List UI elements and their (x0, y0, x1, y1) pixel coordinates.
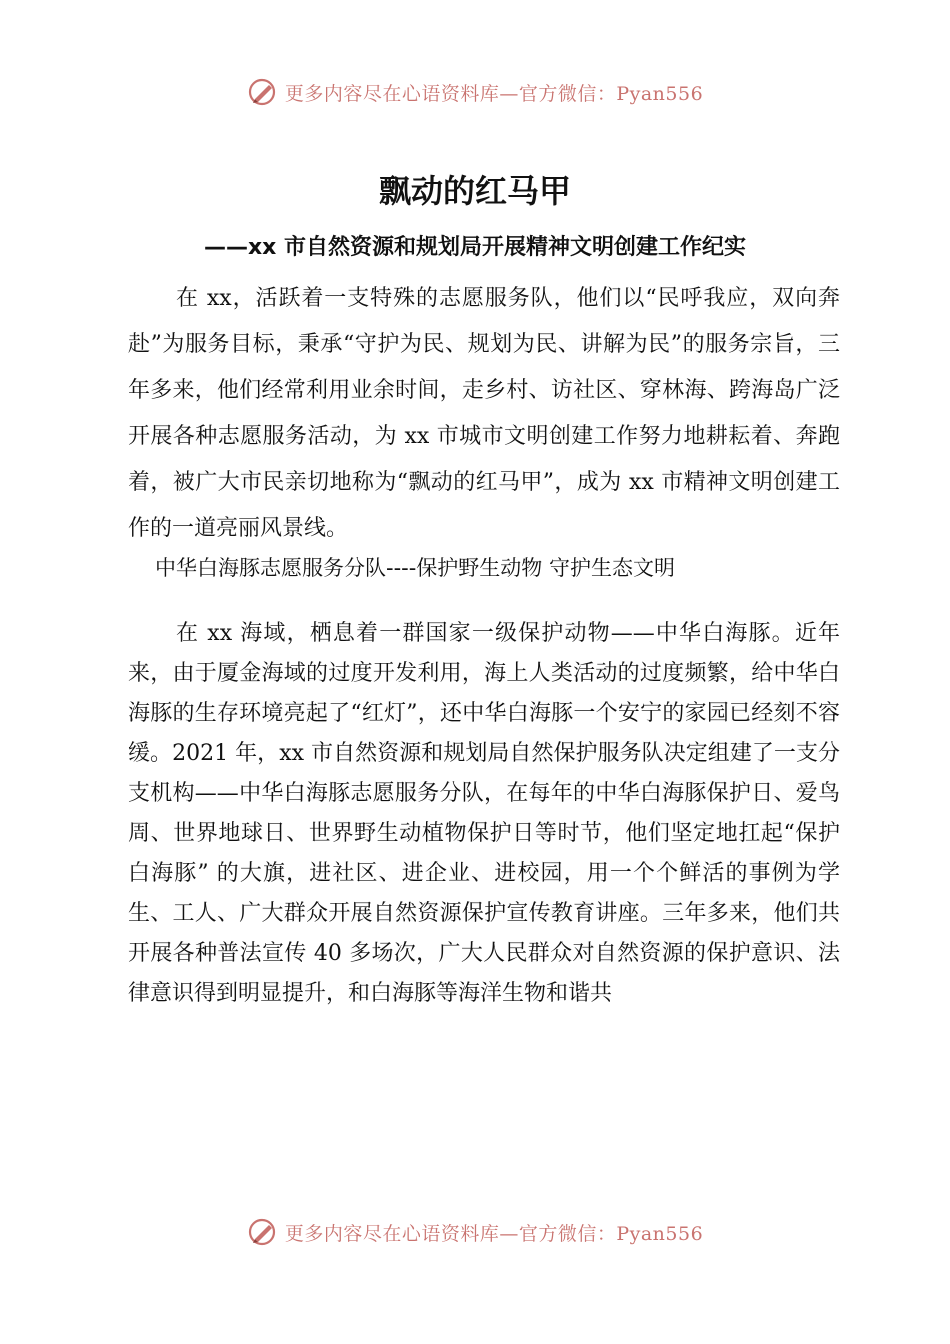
watermark-text: 更多内容尽在心语资料库—官方微信：Pyan556 (284, 1222, 704, 1245)
pen-circle-logo-icon (247, 1217, 277, 1247)
document-subtitle: ——xx 市自然资源和规划局开展精神文明创建工作纪实 (203, 235, 747, 260)
header-watermark (0, 72, 950, 112)
intro-paragraph: 在 xx，活跃着一支特殊的志愿服务队，他们以“民呼我应，双向奔赴”为服务目标，秉承“守护为民、规划为民、讲解为民”的服务宗旨，三年多来，他们经常利用业余时间，走乡村、访社区、穿林海、跨海岛广泛开展各种志愿服务活动，为 xx 市城市文明创建工作努力地耕耘着、奔跑着，被广大市民亲切地称为“飘动的红马甲”，成为 xx 市精神文明创建工作的一道亮丽风景线。 (128, 286, 840, 541)
pen-circle-logo-icon (247, 77, 277, 107)
section-heading: 中华白海豚志愿服务分队----保护野生动物 守护生态文明 (155, 556, 675, 580)
document-title: 飘动的红马甲 (378, 172, 571, 210)
watermark-text: 更多内容尽在心语资料库—官方微信：Pyan556 (284, 82, 704, 105)
section-paragraph: 在 xx 海域，栖息着一群国家一级保护动物——中华白海豚。近年来，由于厦金海域的过度开发利用，海上人类活动的过度频繁，给中华白海豚的生存环境亮起了“红灯”，还中华白海豚一个安宁的家园已经刻不容缓。2021 年，xx 市自然资源和规划局自然保护服务队决定组建了一支分支机构——中华白海豚志愿服务分队，在每年的中华白海豚保护日、爱鸟周、世界地球日、世界野生动植物保护日等时节，他们坚定地扛起“保护白海豚” 的大旗，进社区、进企业、进校园，用一个个鲜活的事例为学生、工人、广大群众开展自然资源保护宣传教育讲座。三年多来，他们共开展各种普法宣传 40 多场次，广大人民群众对自然资源的保护意识、法律意识得到明显提升，和白海豚等海洋生物和谐共 (128, 621, 840, 1006)
footer-watermark (0, 1212, 950, 1252)
